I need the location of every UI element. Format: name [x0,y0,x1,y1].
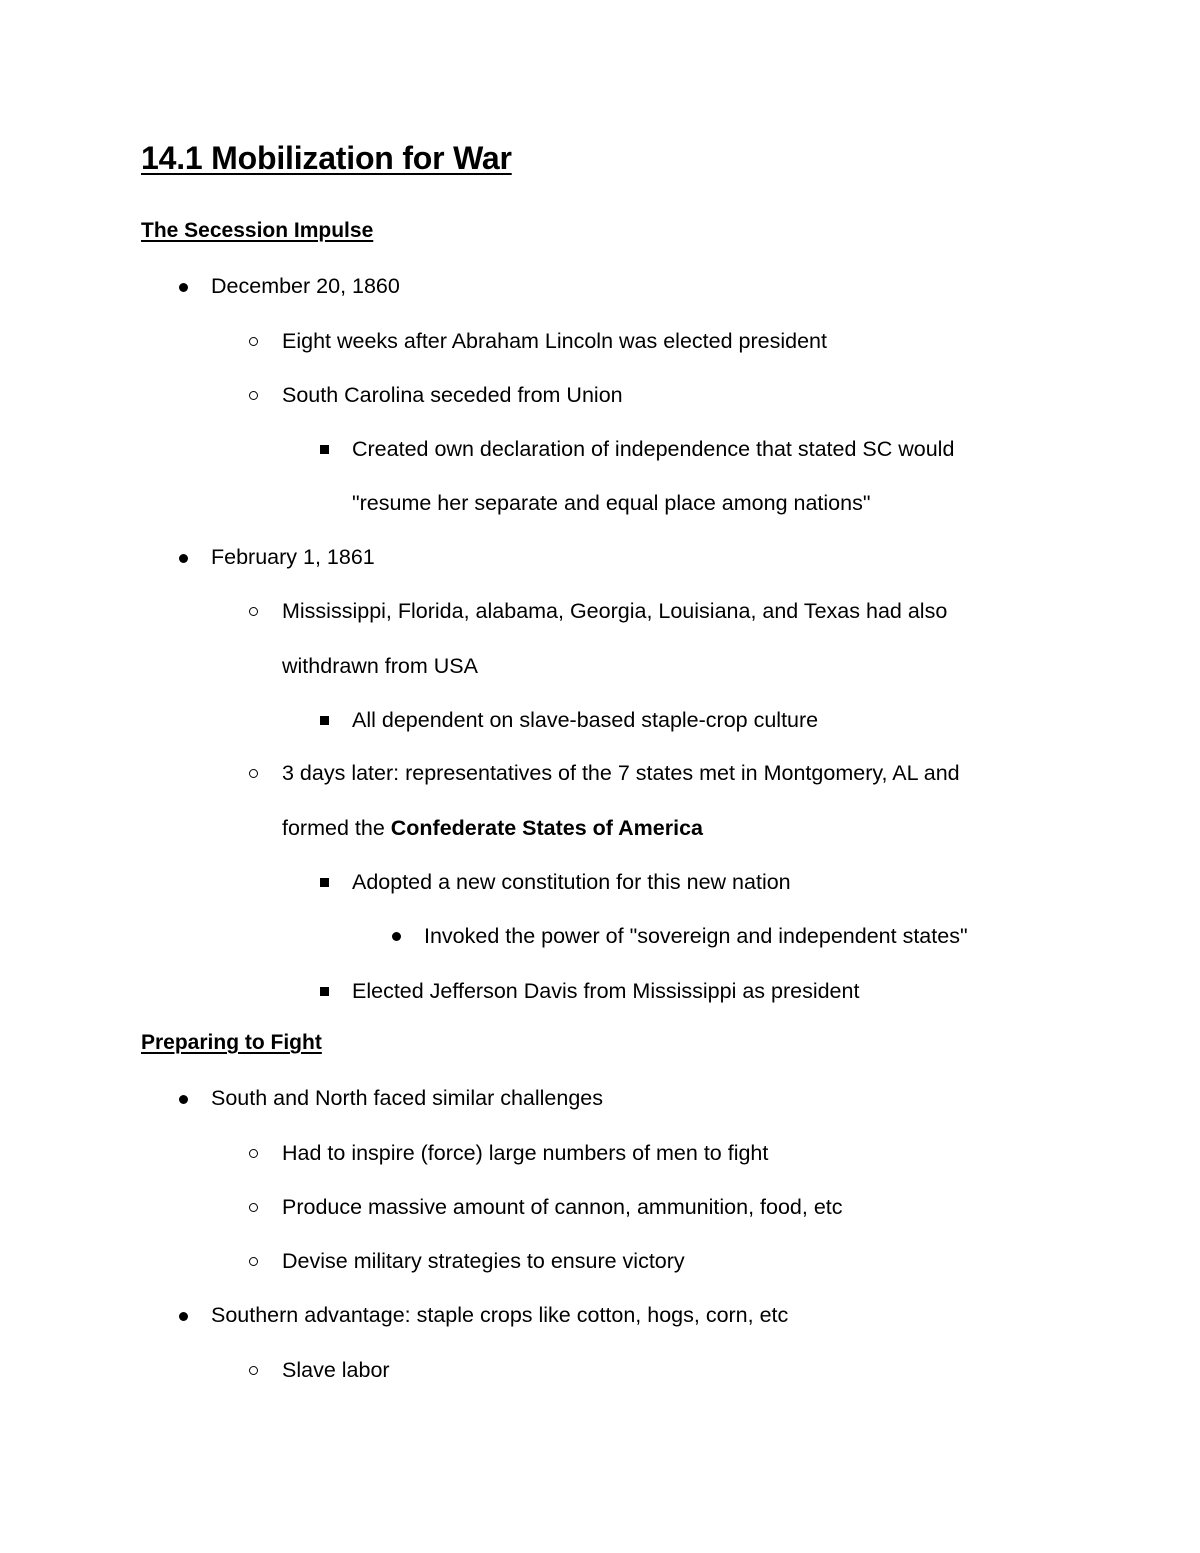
list-item: Had to inspire (force) large numbers of men to fight [282,1141,769,1165]
list-item: 3 days later: representatives of the 7 states met in Montgomery, AL and [282,761,960,785]
list-item: South and North faced similar challenges [211,1086,603,1110]
list-item: Southern advantage: staple crops like cotton, hogs, corn, etc [211,1303,789,1327]
bullet-disc-icon [179,1095,188,1104]
list-item: Eight weeks after Abraham Lincoln was elected president [282,329,827,353]
section-heading-secession: The Secession Impulse [141,219,374,242]
list-item: Invoked the power of "sovereign and independent states" [424,924,968,948]
bullet-circle-icon [249,391,258,400]
bullet-disc-icon [179,554,188,563]
list-item: February 1, 1861 [211,545,375,569]
list-item: All dependent on slave-based staple-crop culture [352,708,819,732]
bullet-square-icon [320,445,329,454]
section-heading-preparing: Preparing to Fight [141,1031,322,1054]
list-item: Elected Jefferson Davis from Mississippi as president [352,979,860,1003]
bullet-disc-icon [179,283,188,292]
page-title: 14.1 Mobilization for War [141,140,512,176]
list-item: Mississippi, Florida, alabama, Georgia, Louisiana, and Texas had also [282,599,948,623]
list-item: Slave labor [282,1358,390,1382]
list-item: Produce massive amount of cannon, ammunition, food, etc [282,1195,843,1219]
list-item-continuation [282,814,703,842]
bullet-circle-icon [249,1203,258,1212]
bullet-disc-icon [392,932,401,941]
bullet-circle-icon [249,337,258,346]
bullet-disc-icon [179,1312,188,1321]
list-item: South Carolina seceded from Union [282,383,623,407]
bullet-circle-icon [249,1257,258,1266]
bullet-circle-icon [249,1149,258,1158]
text-run: formed the [282,816,391,840]
bullet-circle-icon [249,607,258,616]
bullet-square-icon [320,878,329,887]
list-item: Devise military strategies to ensure victory [282,1249,685,1273]
list-item: December 20, 1860 [211,274,400,298]
list-item-continuation: withdrawn from USA [282,654,478,678]
list-item: Created own declaration of independence that stated SC would [352,437,955,461]
bullet-circle-icon [249,769,258,778]
bullet-square-icon [320,987,329,996]
list-item: Adopted a new constitution for this new nation [352,870,791,894]
bullet-circle-icon [249,1366,258,1375]
bullet-square-icon [320,716,329,725]
list-item-continuation: "resume her separate and equal place among nations" [352,491,871,515]
bold-term: Confederate States of America [390,816,703,840]
